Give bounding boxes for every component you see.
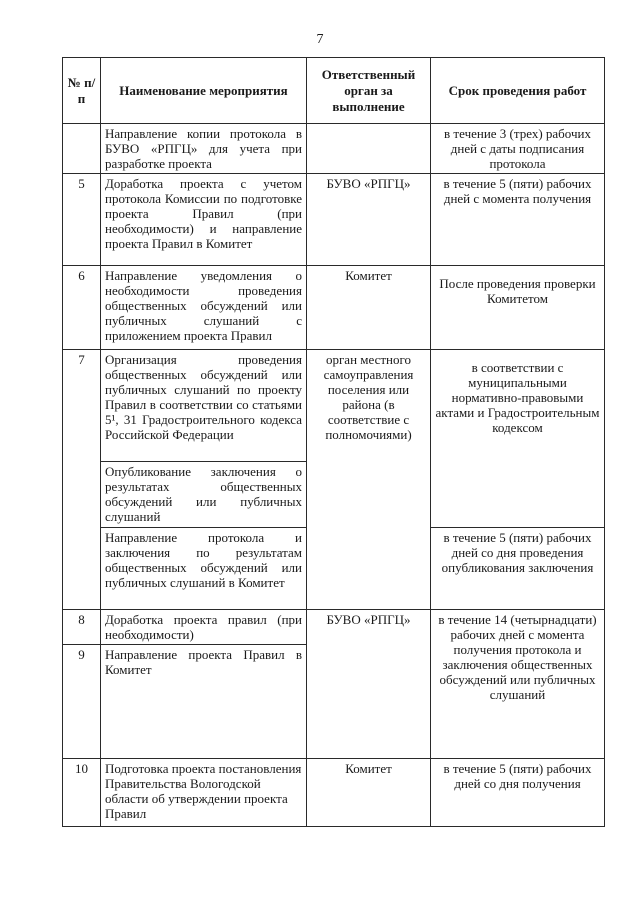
row-name: Подготовка проекта постановления Правительства Вологодской области об утверждении проекта Правил xyxy=(101,759,307,827)
row-name: Направление копии протокола в БУВО «РПГЦ» для учета при разработке проекта xyxy=(101,124,307,174)
row-term: в течение 3 (трех) рабочих дней с даты подписания протокола xyxy=(431,124,605,174)
row-term: в течение 5 (пяти) рабочих дней с момента получения xyxy=(431,174,605,266)
row-num xyxy=(63,124,101,174)
row-responsible xyxy=(307,124,431,174)
table-row xyxy=(63,759,605,827)
row-name: Опубликование заключения о результатах общественных обсуждений или публичных слушаний xyxy=(101,462,307,528)
row-name: Направление протокола и заключения по результатам общественных обсуждений или публичных слушаний в Комитет xyxy=(101,528,307,610)
row-num: 9 xyxy=(63,645,101,759)
row-responsible: БУВО «РПГЦ» xyxy=(307,610,431,645)
row-num xyxy=(63,462,101,528)
row-term: в течение 5 (пяти) рабочих дней со дня проведения опубликования заключения xyxy=(431,528,605,610)
row-name: Организация проведения общественных обсуждений или публичных слушаний по проекту Правил в соответствии со статьями 5¹, 31 Градостроительного кодекса Российской Федерации xyxy=(101,350,307,462)
table-row xyxy=(63,528,605,610)
row-responsible: Комитет xyxy=(307,759,431,827)
row-term: в течение 5 (пяти) рабочих дней со дня получения xyxy=(431,759,605,827)
row-name: Доработка проекта с учетом протокола Комиссии по подготовке проекта Правил (при необходимости) и направление проекта Правил в Комитет xyxy=(101,174,307,266)
row-responsible: Комитет xyxy=(307,266,431,350)
header-name: Наименование мероприятия xyxy=(101,58,307,124)
row-num xyxy=(63,528,101,610)
row-num: 7 xyxy=(63,350,101,462)
header-term: Срок проведения работ xyxy=(431,58,605,124)
row-num: 10 xyxy=(63,759,101,827)
header-num: № п/п xyxy=(63,58,101,124)
row-name: Направление уведомления о необходимости проведения общественных обсуждений или публичных слушаний с приложением проекта Правил xyxy=(101,266,307,350)
row-num: 6 xyxy=(63,266,101,350)
row-term: в соответствии с муниципальными нормативно-правовыми актами и Градостроительным кодексом xyxy=(431,350,605,462)
row-responsible: БУВО «РПГЦ» xyxy=(307,174,431,266)
schedule-table xyxy=(62,57,605,827)
row-name: Направление проекта Правил в Комитет xyxy=(101,645,307,759)
table-header-row xyxy=(63,58,605,124)
table-row xyxy=(63,462,605,528)
row-term: в течение 14 (четырнадцати) рабочих дней с момента получения протокола и заключения общественных обсуждений или публичных слушаний xyxy=(431,610,605,759)
row-name: Доработка проекта правил (при необходимости) xyxy=(101,610,307,645)
table-row xyxy=(63,266,605,350)
table-row xyxy=(63,174,605,266)
row-num: 8 xyxy=(63,610,101,645)
table-row xyxy=(63,610,605,645)
row-term xyxy=(431,462,605,528)
row-responsible xyxy=(307,645,431,759)
table-row xyxy=(63,124,605,174)
header-responsible: Ответственный орган за выполнение xyxy=(307,58,431,124)
row-responsible: орган местного самоуправления поселения или района (в соответствие с полномочиями) xyxy=(307,350,431,462)
row-responsible xyxy=(307,462,431,528)
page-number: 7 xyxy=(316,32,324,47)
row-term: После проведения проверки Комитетом xyxy=(431,266,605,350)
row-num: 5 xyxy=(63,174,101,266)
row-responsible xyxy=(307,528,431,610)
table-row xyxy=(63,350,605,462)
